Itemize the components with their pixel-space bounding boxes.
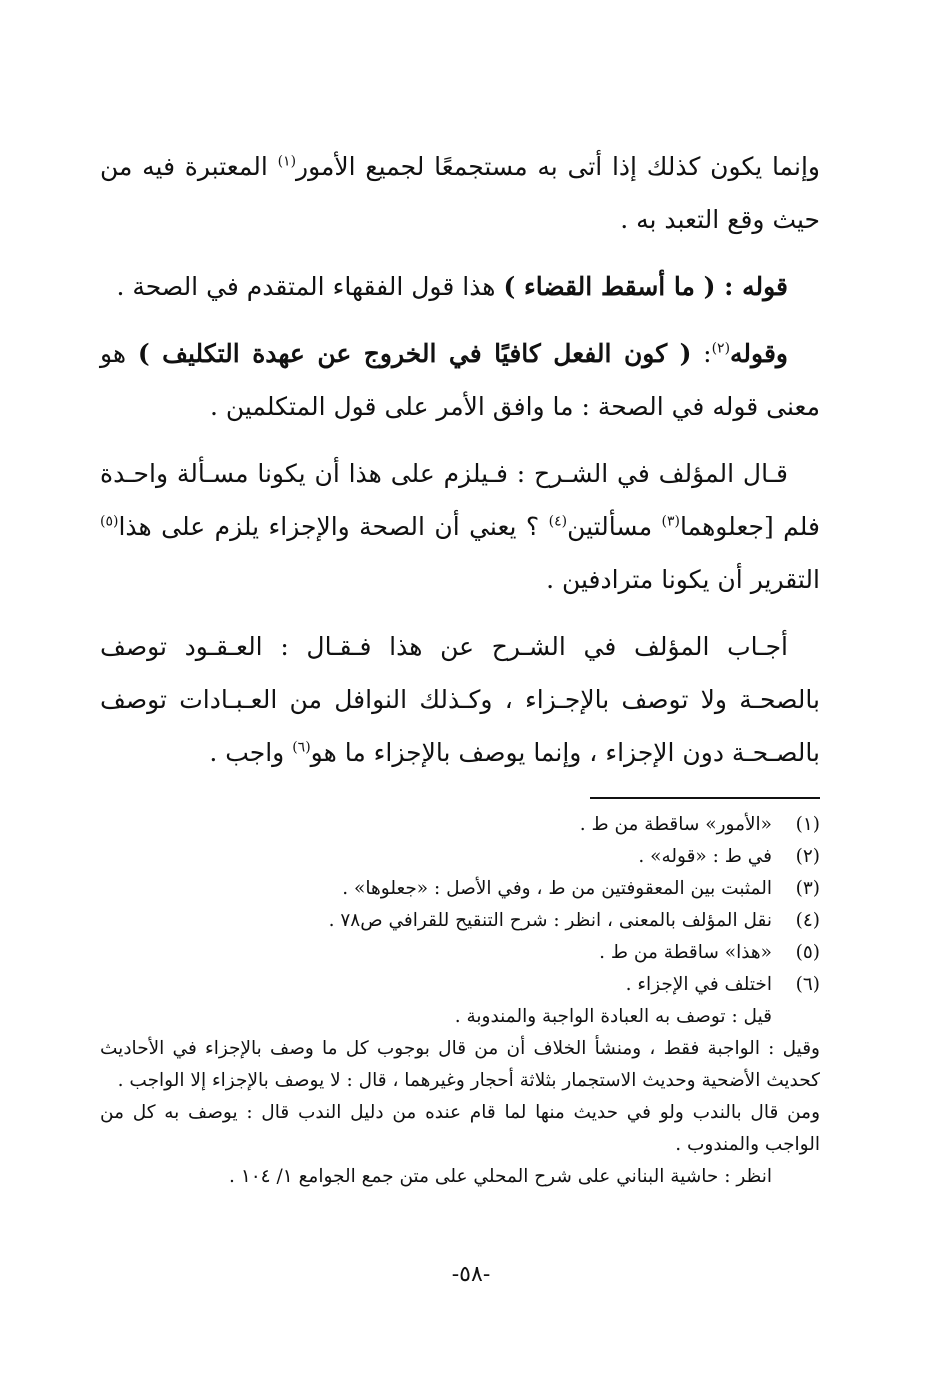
paragraph-2 bbox=[100, 260, 820, 313]
quoted-text: ( كون الفعل كافيًا في الخروج عن عهدة التكليف ) bbox=[137, 339, 692, 368]
footnote bbox=[100, 809, 820, 841]
page-body bbox=[100, 140, 820, 1193]
paragraph-text: قـال المؤلف في الشـرح : فـيلزم على هذا أن يكونا مسـألة واحـدة فلم [جعلوهما bbox=[100, 459, 820, 541]
footnote-text: في ط : «قوله» . bbox=[638, 846, 772, 867]
paragraph-text: هذا قول الفقهاء المتقدم في الصحة . bbox=[116, 272, 504, 301]
footnote-number: (٣) bbox=[795, 878, 820, 899]
footnote bbox=[100, 873, 820, 905]
paragraph-text: ؟ يعني أن الصحة والإجزاء يلزم على هذا bbox=[118, 512, 549, 541]
footnote-ref[interactable]: (٦) bbox=[292, 739, 311, 756]
paragraph-text: أجـاب المؤلف في الشـرح عن هذا فـقـال : العـقـود توصف بالصحـة ولا توصف بالإجـزاء ، وكـذلك النوافل من العـبـادات توصف بالصـحـة دون الإجزاء ، وإنما يوصف بالإجزاء ما هو bbox=[100, 632, 820, 767]
paragraph-text: : bbox=[691, 339, 712, 368]
footnote-separator bbox=[590, 797, 820, 799]
footnote-continuation: قيل : توصف به العبادة الواجبة والمندوبة . bbox=[454, 1006, 772, 1027]
footnote-number: (٥) bbox=[795, 942, 820, 963]
paragraph-text: واجب . bbox=[209, 738, 293, 767]
footnote-ref[interactable]: (٣) bbox=[661, 513, 680, 530]
footnote-number: (١) bbox=[795, 814, 820, 835]
footnote-number: (٤) bbox=[795, 910, 820, 931]
footnote-number: (٢) bbox=[795, 846, 820, 867]
paragraph-text: التقرير أن يكونا مترادفين . bbox=[546, 565, 820, 594]
paragraph-3 bbox=[100, 327, 820, 433]
footnotes bbox=[100, 809, 820, 1193]
footnote-ref[interactable]: (٤) bbox=[548, 513, 568, 530]
footnote bbox=[100, 969, 820, 1001]
paragraph-1 bbox=[100, 140, 820, 246]
footnote-continuation: وقيل : الواجبة فقط ، ومنشأ الخلاف أن من قال بوجوب كل ما وصف بالإجزاء في الأحاديث كحديث الأضحية وحديث الاستجمار بثلاثة أحجار وغيرهما ، قال : لا يوصف بالإجزاء إلا الواجب . bbox=[100, 1038, 820, 1091]
quoted-text: ( ما أسقط القضاء ) bbox=[503, 272, 716, 301]
footnote-ref[interactable]: (٢) bbox=[711, 340, 731, 357]
footnote-continuation: ومن قال بالندب ولو في حديث منها لما قام عنده من دليل الندب قال : يوصف به كل من الواجب والمندوب . bbox=[100, 1102, 820, 1155]
footnote-ref[interactable]: (٥) bbox=[100, 513, 119, 530]
paragraph-label: قوله : bbox=[715, 272, 788, 301]
paragraph-text: هو معنى قوله في الصحة : ما وافق الأمر على قول المتكلمين . bbox=[100, 339, 820, 421]
footnote bbox=[100, 841, 820, 873]
footnote bbox=[100, 937, 820, 969]
footnote-text: اختلف في الإجزاء . bbox=[625, 974, 772, 995]
paragraph-text: المعتبرة فيه من حيث وقع التعبد به . bbox=[100, 152, 820, 234]
paragraph-text: مسألتين bbox=[567, 512, 662, 541]
page-number: -٥٨- bbox=[451, 1262, 491, 1287]
footnote-text: المثبت بين المعقوفتين من ط ، وفي الأصل : «جعلوها» . bbox=[342, 878, 772, 899]
footnote-text: «هذا» ساقطة من ط . bbox=[599, 942, 772, 963]
footnote-text: «الأمور» ساقطة من ط . bbox=[579, 814, 772, 835]
footnote-number: (٦) bbox=[795, 974, 820, 995]
paragraph-4 bbox=[100, 447, 820, 606]
paragraph-label: وقوله bbox=[730, 339, 788, 368]
footnote-ref[interactable]: (١) bbox=[277, 153, 297, 170]
paragraph-5 bbox=[100, 620, 820, 779]
footnote-text: نقل المؤلف بالمعنى ، انظر : شرح التنقيح للقرافي ص٧٨ . bbox=[328, 910, 772, 931]
paragraph-text: وإنما يكون كذلك إذا أتى به مستجمعًا لجميع الأمور bbox=[296, 152, 820, 181]
footnote-continuation: انظر : حاشية البناني على شرح المحلي على متن جمع الجوامع ١/ ١٠٤ . bbox=[229, 1166, 772, 1187]
footnote bbox=[100, 905, 820, 937]
